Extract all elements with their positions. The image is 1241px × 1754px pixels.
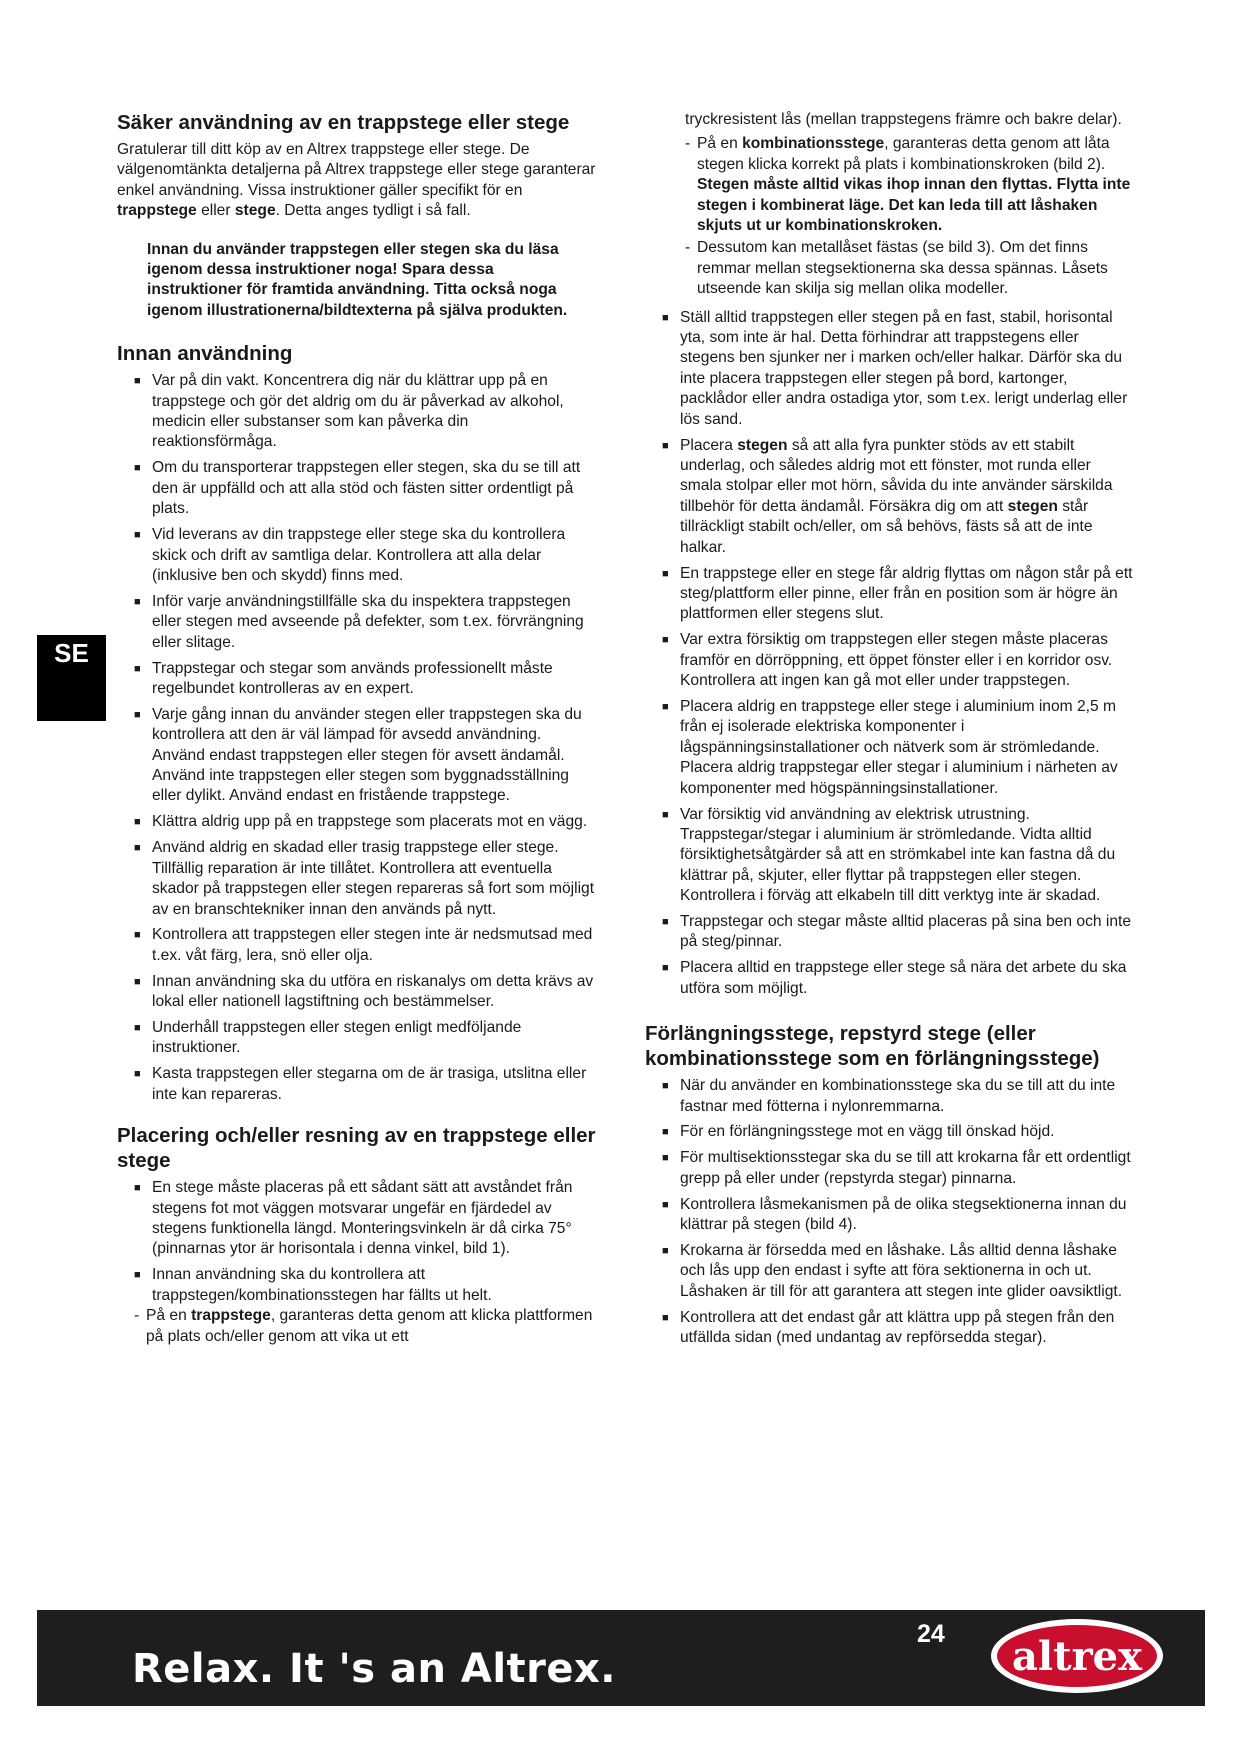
heading-before-use: Innan användning: [117, 342, 293, 366]
list-item: ■ Placera stegen så att alla fyra punkter stöds av ett stabilt underlag, och således aldrig mot ett fönster, mot runda eller smala stolpar eller mot hörn, såvida du inte använder särskilda tillbehör för detta ändamål. Försäkra dig om att stegen står tillräckligt stabilt och/eller, om så behövs, fästs så att de inte halkar.: [662, 436, 1113, 556]
list-item: ■ Var extra försiktig om trappstegen eller stegen måste placeras framför en dörröppning, ett öppet fönster eller i en korridor osv. Kontrollera att ingen kan gå mot eller under trappstegen.: [662, 631, 1113, 690]
sub-item-combination: - På en kombinationsstege, garanteras detta genom att låta stegen klicka korrekt på plats i kombinationskroken (bild 2). Stegen måste alltid vikas ihop innan den flyttas. Flytta inte stegen i kombinerat läge. Det kan leda till att låshaken skjuts ut ur kombinationskroken.: [685, 135, 1131, 235]
warning-paragraph: Innan du använder trappstegen eller stegen ska du läsa igenom dessa instruktioner noga! Spara dessa instruktioner för framtida användning. Titta också noga igenom illustrationerna/bildtexterna på själva produkten.: [147, 240, 568, 319]
list-item: ■ Klättra aldrig upp på en trappstege som placerats mot en vägg.: [134, 813, 588, 831]
list-item: ■ Vid leverans av din trappstege eller stege ska du kontrollera skick och drift av samtliga delar. Kontrollera att alla delar (inklusive ben och skydd) finns med.: [134, 526, 566, 584]
right-column: [645, 110, 1135, 1367]
sub-item: - På en trappstege, garanteras detta genom att klicka plattformen på plats och/eller genom att vika ut ett: [134, 1307, 593, 1345]
placement-rules-list: [645, 308, 1135, 1000]
left-column: [117, 110, 597, 1365]
list-item: ■ Innan användning ska du kontrollera att trappstegen/kombinationsstegen har fällts ut helt. - På en trappstege, garanteras detta genom att klicka plattformen på plats och/eller genom att vika ut ett: [117, 1265, 597, 1347]
extension-list: [645, 1076, 1135, 1348]
list-item: ■ Krokarna är försedda med en låshake. Lås alltid denna låshake och lås upp den endast i syfte att föra sektionerna in och ut. Låshaken är till för att garantera att stegen inte glider oavsiktligt.: [662, 1242, 1123, 1300]
list-item: ■ Varje gång innan du använder stegen eller trappstegen ska du kontrollera att den är väl lämpad för avsedd användning. Använd endast trappstegen eller stegen för avsett ändamål. Använd inte trappstegen eller stegen som byggnadsställning eller dylikt. Använd endast en fristående trappstege.: [134, 705, 582, 805]
list-item: ■ Kontrollera att trappstegen eller stegen inte är nedsmutsad med t.ex. våt färg, lera, snö eller olja.: [134, 926, 593, 964]
list-item: ■ Kontrollera att det endast går att klättra upp på stegen från den utfällda sidan (med undantag av repförsedda stegar).: [662, 1308, 1115, 1347]
list-item: ■ En stege måste placeras på ett sådant sätt att avståndet från stegens fot mot väggen motsvarar ungefär en fjärdedel av stegens funktionella längd. Monteringsvinkeln är då cirka 75° (pinnarnas ytor är horisontala i denna vinkel, bild 1).: [134, 1179, 573, 1258]
list-item: ■ Underhåll trappstegen eller stegen enligt medföljande instruktioner.: [134, 1019, 522, 1057]
list-item: ■ För multisektionsstegar ska du se till att krokarna får ett ordentligt grepp på eller under (repstyrda stegar) pinnarna.: [662, 1149, 1131, 1187]
before-use-list: [117, 371, 597, 1105]
logo-text: altrex: [1012, 1633, 1142, 1680]
continued-text: tryckresistent lås (mellan trappstegens främre och bakre delar).: [685, 111, 1122, 128]
list-item: ■ För en förlängningsstege mot en vägg till önskad höjd.: [662, 1123, 1055, 1141]
list-item: ■ En trappstege eller en stege får aldrig flyttas om någon står på ett steg/plattform eller pinne, eller från en position som är högre än plattformen eller stegens slut.: [662, 564, 1133, 623]
list-item: ■ Innan användning ska du utföra en riskanalys om detta krävs av lokal eller nationell lagstiftning och bestämmelser.: [134, 972, 594, 1011]
intro-paragraph: Gratulerar till ditt köp av en Altrex trappstege eller stege. De välgenomtänkta detaljerna på Altrex trappstege eller stege garanterar enkel användning. Vissa instruktioner gäller specifikt för en trappstege eller stege. Detta anges tydligt i så fall.: [117, 141, 596, 220]
list-item: ■ Trappstegar och stegar som används professionellt måste regelbundet kontrolleras av en expert.: [134, 659, 553, 697]
list-item: ■ Placera aldrig en trappstege eller stege i aluminium inom 2,5 m från ej isolerade elektriska komponenter i lågspänningsinstallationer och nätverk som är strömledande. Placera aldrig trappstegar eller stegar i aluminium i närheten av komponenter med högspänningsinstallationer.: [662, 697, 1118, 797]
sub-item-metal-lock: - Dessutom kan metallåset fästas (se bild 3). Om det finns remmar mellan stegsektionerna ska dessa spännas. Låsets utseende kan skilja sig mellan olika modeller.: [685, 239, 1108, 298]
list-item: ■ Trappstegar och stegar måste alltid placeras på sina ben och inte på steg/pinnar.: [662, 913, 1132, 951]
list-item: ■ Kontrollera låsmekanismen på de olika stegsektionerna innan du klättrar på stegen (bild 4).: [662, 1195, 1127, 1234]
list-item: ■ När du använder en kombinationsstege ska du se till att du inte fastnar med fötterna i nylonremmarna.: [662, 1077, 1116, 1115]
list-item: ■ Var på din vakt. Koncentrera dig när du klättrar upp på en trappstege och gör det aldrig om du är påverkad av alkohol, medicin eller substanser som kan påverka din reaktionsförmåga.: [134, 372, 564, 451]
list-item: ■ Kasta trappstegen eller stegarna om de är trasiga, utslitna eller inte kan repareras.: [134, 1065, 587, 1103]
footer-tagline: Relax. It 's an Altrex.: [132, 1646, 616, 1692]
placing-list: [117, 1178, 597, 1347]
language-tab: SE: [37, 635, 106, 721]
heading-extension-ladder: Förlängningsstege, repstyrd stege (eller kombinationsstege som en förlängningsstege): [645, 1022, 1100, 1071]
list-item: ■ Om du transporterar trappstegen eller stegen, ska du se till att den är uppfälld och att alla stöd och fästen sitter ordentligt på plats.: [134, 459, 581, 518]
page-number: 24: [917, 1620, 945, 1648]
list-item: ■ Var försiktig vid användning av elektrisk utrustning. Trappstegar/stegar i aluminium är strömledande. Vidta alltid försiktighetsåtgärder så att en strömkabel inte kan fastna då du klättrar på, skjuter, eller flyttar på trappstegen eller stegen. Kontrollera i förväg att elkabeln till ditt verktyg inte är skadad.: [662, 805, 1116, 905]
list-item: ■ Använd aldrig en skadad eller trasig trappstege eller stege. Tillfällig reparation är inte tillåtet. Kontrollera att eventuella skador på trappstegen eller stegen repareras så fort som möjligt av en branschtekniker innan den används på nytt.: [134, 839, 595, 918]
list-item: ■ Inför varje användningstillfälle ska du inspektera trappstegen eller stegen med avseende på defekter, som t.ex. förvrängning eller slitage.: [134, 592, 584, 651]
heading-safe-use: Säker användning av en trappstege eller stege: [117, 111, 570, 134]
heading-placing: Placering och/eller resning av en trappstege eller stege: [117, 1124, 596, 1173]
list-item: ■ Placera alltid en trappstege eller stege så nära det arbete du ska utföra som möjligt.: [662, 959, 1127, 997]
footer-bar: [37, 1610, 1205, 1706]
list-item: ■ Ställ alltid trappstegen eller stegen på en fast, stabil, horisontal yta, som inte är hal. Detta förhindrar att trappstegens eller stegens ben sjunker ner i marken och/eller halkar. Därför ska du inte placera trappstegen eller stegen på bord, kartonger, packlådor eller andra ostadiga ytor, som t.ex. lerigt underlag eller lös sand.: [662, 308, 1128, 428]
altrex-logo: [987, 1615, 1167, 1697]
